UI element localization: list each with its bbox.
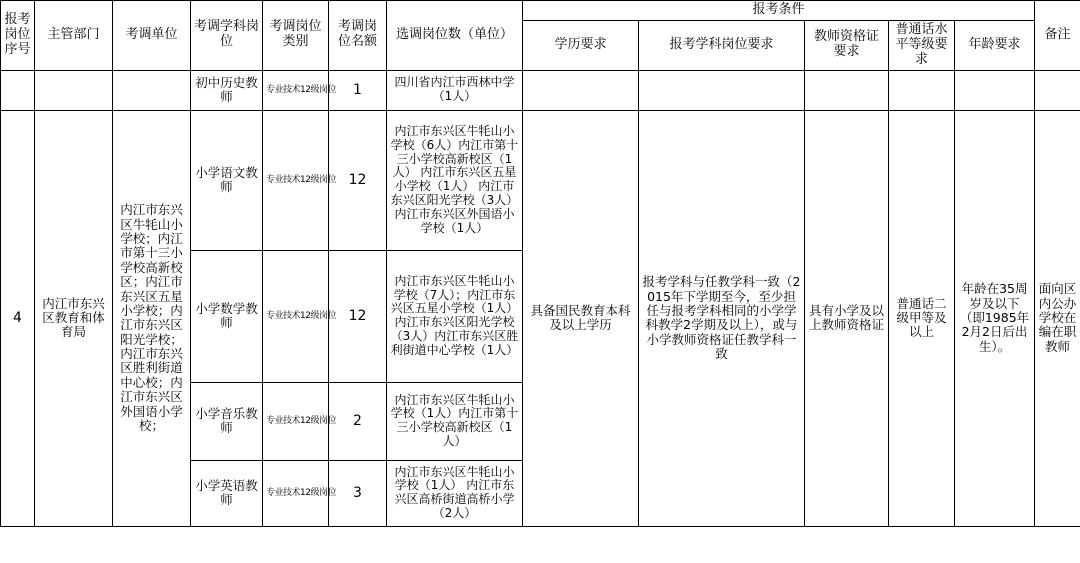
header-post-type: 考调岗位类别 [263,1,329,71]
cell-selected-posts: 内江市东兴区牛牦山小学校（1人）内江市第十三小学校高新校区（1人） [387,382,523,460]
cell-post-type: 专业技术12级岗位 [263,382,329,460]
header-subject-post: 考调学科岗位 [191,1,263,71]
cell-quota: 12 [329,110,387,250]
cell-quota: 2 [329,382,387,460]
table-row [1,110,1080,250]
cell-post-type: 专业技术12级岗位 [263,70,329,110]
cell-seq: 4 [1,110,35,526]
cell-subject-req: 报考学科与任教学科一致（2015年下学期至今，至少担任与报考学科相同的小学学科教学2学期及以上），或与小学教师资格证任教学科一致 [639,110,805,526]
cell-selected-posts: 内江市东兴区牛牦山小学校（6人）内江市第十三小学校高新校区（1人） 内江市东兴区五星小学校（1人） 内江市东兴区阳光学校（3人）内江市东兴区外国语小学校（1人） [387,110,523,250]
cell-unit [113,70,191,110]
table-row [1,70,1080,110]
cell-selected-posts: 四川省内江市西林中学（1人） [387,70,523,110]
cell-subject-req [639,70,805,110]
cell-unit: 内江市东兴区牛牦山小学校；内江市第十三小学校高新校区；内江市东兴区五星小学校；内江市东兴区阳光学校；内江市东兴区胜利街道中心校；内江市东兴区外国语小学校； [113,110,191,526]
cell-dept [35,70,113,110]
cell-remark: 面向区内公办学校在编在职教师 [1035,110,1080,526]
cell-post-type: 专业技术12级岗位 [263,250,329,382]
header-teacher-cert: 教师资格证要求 [805,20,889,70]
header-unit: 考调单位 [113,1,191,71]
header-conditions: 报考条件 [523,1,1035,21]
cell-selected-posts: 内江市东兴区牛牦山小学校（7人）；内江市东兴区五星小学校（1人） 内江市东兴区阳光学校（3人）内江市东兴区胜利街道中心学校（1人） [387,250,523,382]
cell-age: 年龄在35周岁及以下（即1985年2月2日后出生）。 [955,110,1035,526]
header-seq: 报考岗位序号 [1,1,35,71]
cell-age [955,70,1035,110]
table-body [1,70,1080,526]
cell-mandarin: 普通话二级甲等及以上 [889,110,955,526]
header-age: 年龄要求 [955,20,1035,70]
header-mandarin: 普通话水平等级要求 [889,20,955,70]
cell-seq [1,70,35,110]
cell-selected-posts: 内江市东兴区牛牦山小学校（1人） 内江市东兴区高桥街道高桥小学（2人） [387,460,523,526]
header-dept: 主管部门 [35,1,113,71]
cell-subject-post: 小学数学教师 [191,250,263,382]
header-subject-req: 报考学科岗位要求 [639,20,805,70]
cell-quota: 1 [329,70,387,110]
cell-quota: 12 [329,250,387,382]
table-header [1,1,1080,71]
cell-subject-post: 小学音乐教师 [191,382,263,460]
cell-post-type: 专业技术12级岗位 [263,460,329,526]
cell-education: 具备国民教育本科及以上学历 [523,110,639,526]
cell-mandarin [889,70,955,110]
header-education: 学历要求 [523,20,639,70]
header-selected-posts: 选调岗位数（单位） [387,1,523,71]
header-quota: 考调岗位名额 [329,1,387,71]
cell-teacher-cert [805,70,889,110]
cell-dept: 内江市东兴区教育和体育局 [35,110,113,526]
cell-subject-post: 初中历史教师 [191,70,263,110]
cell-post-type: 专业技术12级岗位 [263,110,329,250]
header-remark: 备注 [1035,1,1080,71]
cell-subject-post: 小学英语教师 [191,460,263,526]
cell-quota: 3 [329,460,387,526]
cell-subject-post: 小学语文教师 [191,110,263,250]
cell-teacher-cert: 具有小学及以上教师资格证 [805,110,889,526]
cell-remark [1035,70,1080,110]
cell-education [523,70,639,110]
